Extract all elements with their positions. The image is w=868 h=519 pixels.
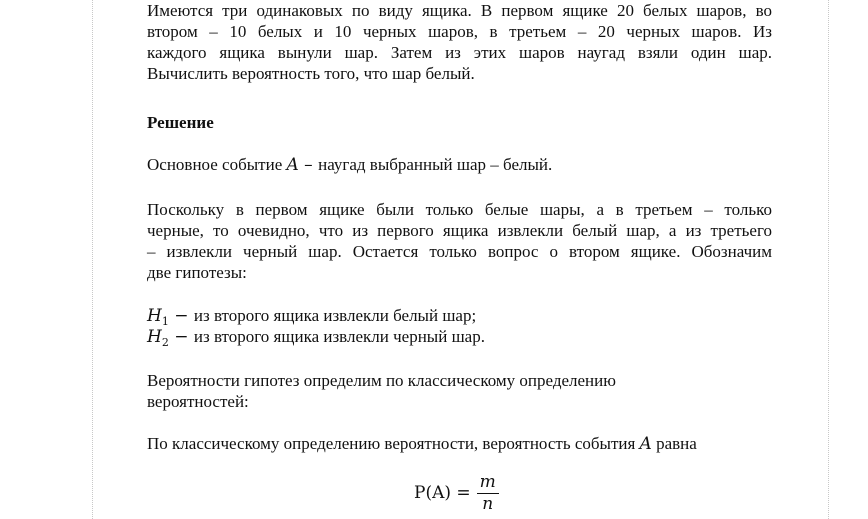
probability-formula — [414, 468, 499, 518]
event-description: наугад выбранный шар – белый. — [318, 155, 553, 174]
formula-fraction — [477, 473, 499, 514]
hypothesis-1 — [147, 305, 772, 327]
formula-numerator: m — [479, 471, 496, 492]
hypothesis-2-text: из второго ящика извлекли черный шар. — [193, 327, 485, 346]
main-event — [147, 154, 772, 176]
hypothesis-1-text: из второго ящика извлекли белый шар; — [193, 306, 477, 325]
event-symbol: A — [286, 155, 299, 175]
probability-intro-symbol: A — [639, 434, 652, 454]
classical-line-2: вероятностей: — [147, 392, 249, 411]
left-margin-guide — [92, 0, 93, 519]
solution-heading: Решение — [147, 113, 214, 132]
reasoning-line-1: Поскольку в первом ящике были только белые шары, а в третьем – только — [147, 200, 772, 219]
formula-lhs: P(A) = — [414, 482, 471, 503]
hypothesis-2-symbol: H — [147, 327, 162, 347]
classical-definition — [147, 370, 772, 412]
reasoning-line-3: – извлекли черный шар. Остается только вопрос о втором ящике. Обозначим — [147, 242, 772, 261]
problem-statement — [147, 0, 772, 84]
problem-line-4: Вычислить вероятность того, что шар белый. — [147, 64, 475, 83]
event-prefix: Основное событие — [147, 155, 287, 174]
right-margin-guide — [828, 0, 829, 519]
reasoning-line-4: две гипотезы: — [147, 263, 247, 282]
problem-line-3: каждого ящика вынули шар. Затем из этих шаров наугад взяли один шар. — [147, 43, 772, 62]
hypothesis-2-index: 2 — [161, 336, 169, 349]
probability-intro-suffix: равна — [651, 434, 697, 453]
probability-intro-text: По классическому определению вероятности, вероятность события — [147, 434, 640, 453]
problem-line-2: втором – 10 белых и 10 черных шаров, в третьем – 20 черных шаров. Из — [147, 22, 772, 41]
classical-line-1: Вероятности гипотез определим по классическому определению — [147, 371, 616, 390]
reasoning-line-2: черные, то очевидно, что из первого ящика извлекли белый шар, а из третьего — [147, 221, 772, 240]
hypothesis-1-symbol: H — [147, 306, 162, 326]
hypothesis-1-index: 1 — [161, 315, 169, 328]
formula-denominator: n — [482, 493, 494, 514]
hypothesis-2 — [147, 326, 772, 348]
reasoning-paragraph — [147, 199, 772, 283]
hypothesis-1-dash: − — [168, 306, 194, 326]
event-dash: – — [298, 155, 319, 175]
hypothesis-2-dash: − — [168, 327, 194, 347]
probability-intro — [147, 433, 772, 455]
problem-line-1: Имеются три одинаковых по виду ящика. В первом ящике 20 белых шаров, во — [147, 1, 772, 20]
